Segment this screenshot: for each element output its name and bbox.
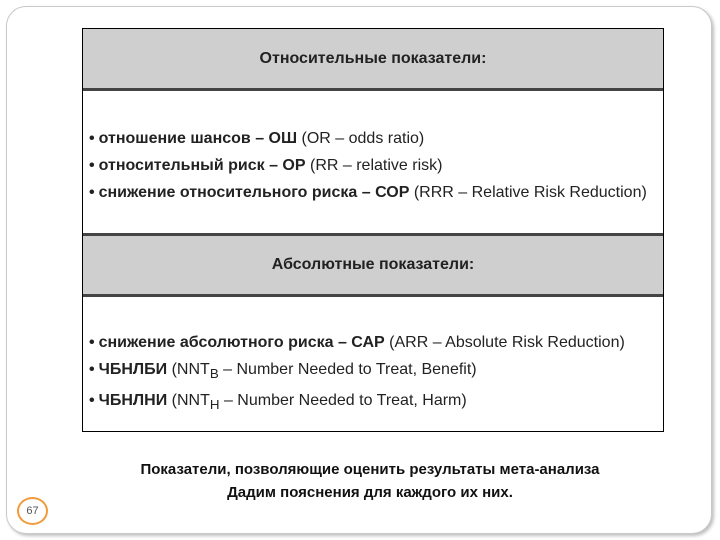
relative-header <box>83 29 663 91</box>
absolute-list-section <box>83 297 663 431</box>
page-number-badge <box>17 497 48 525</box>
relative-list-section <box>83 91 663 233</box>
caption-line-2: Дадим пояснения для каждого их них. <box>227 484 513 501</box>
list-item: • снижение относительного риска – СОР (RRR – Relative Risk Reduction) <box>89 184 647 201</box>
absolute-title: Абсолютные показатели: <box>271 256 475 273</box>
relative-title: Относительные показатели: <box>259 49 487 67</box>
list-item: • снижение абсолютного риска – САР (ARR – Absolute Risk Reduction) <box>89 334 625 351</box>
page-number: 67 <box>26 505 39 517</box>
list-item: • относительный риск – ОР (RR – relative risk) <box>89 157 443 174</box>
indicators-table <box>82 28 664 432</box>
list-item: • ЧБНЛНИ ($NNT_H$ – Number Needed to Treat, Harm) <box>89 392 467 413</box>
caption-line-1: Показатели, позволяющие оценить результаты мета-анализа <box>140 461 600 478</box>
absolute-header <box>83 233 663 297</box>
list-item: • ЧБНЛБИ ($NNT_B$ – Number Needed to Treat, Benefit) <box>89 361 477 382</box>
list-item: • отношение шансов – ОШ (OR – odds ratio) <box>89 130 425 147</box>
